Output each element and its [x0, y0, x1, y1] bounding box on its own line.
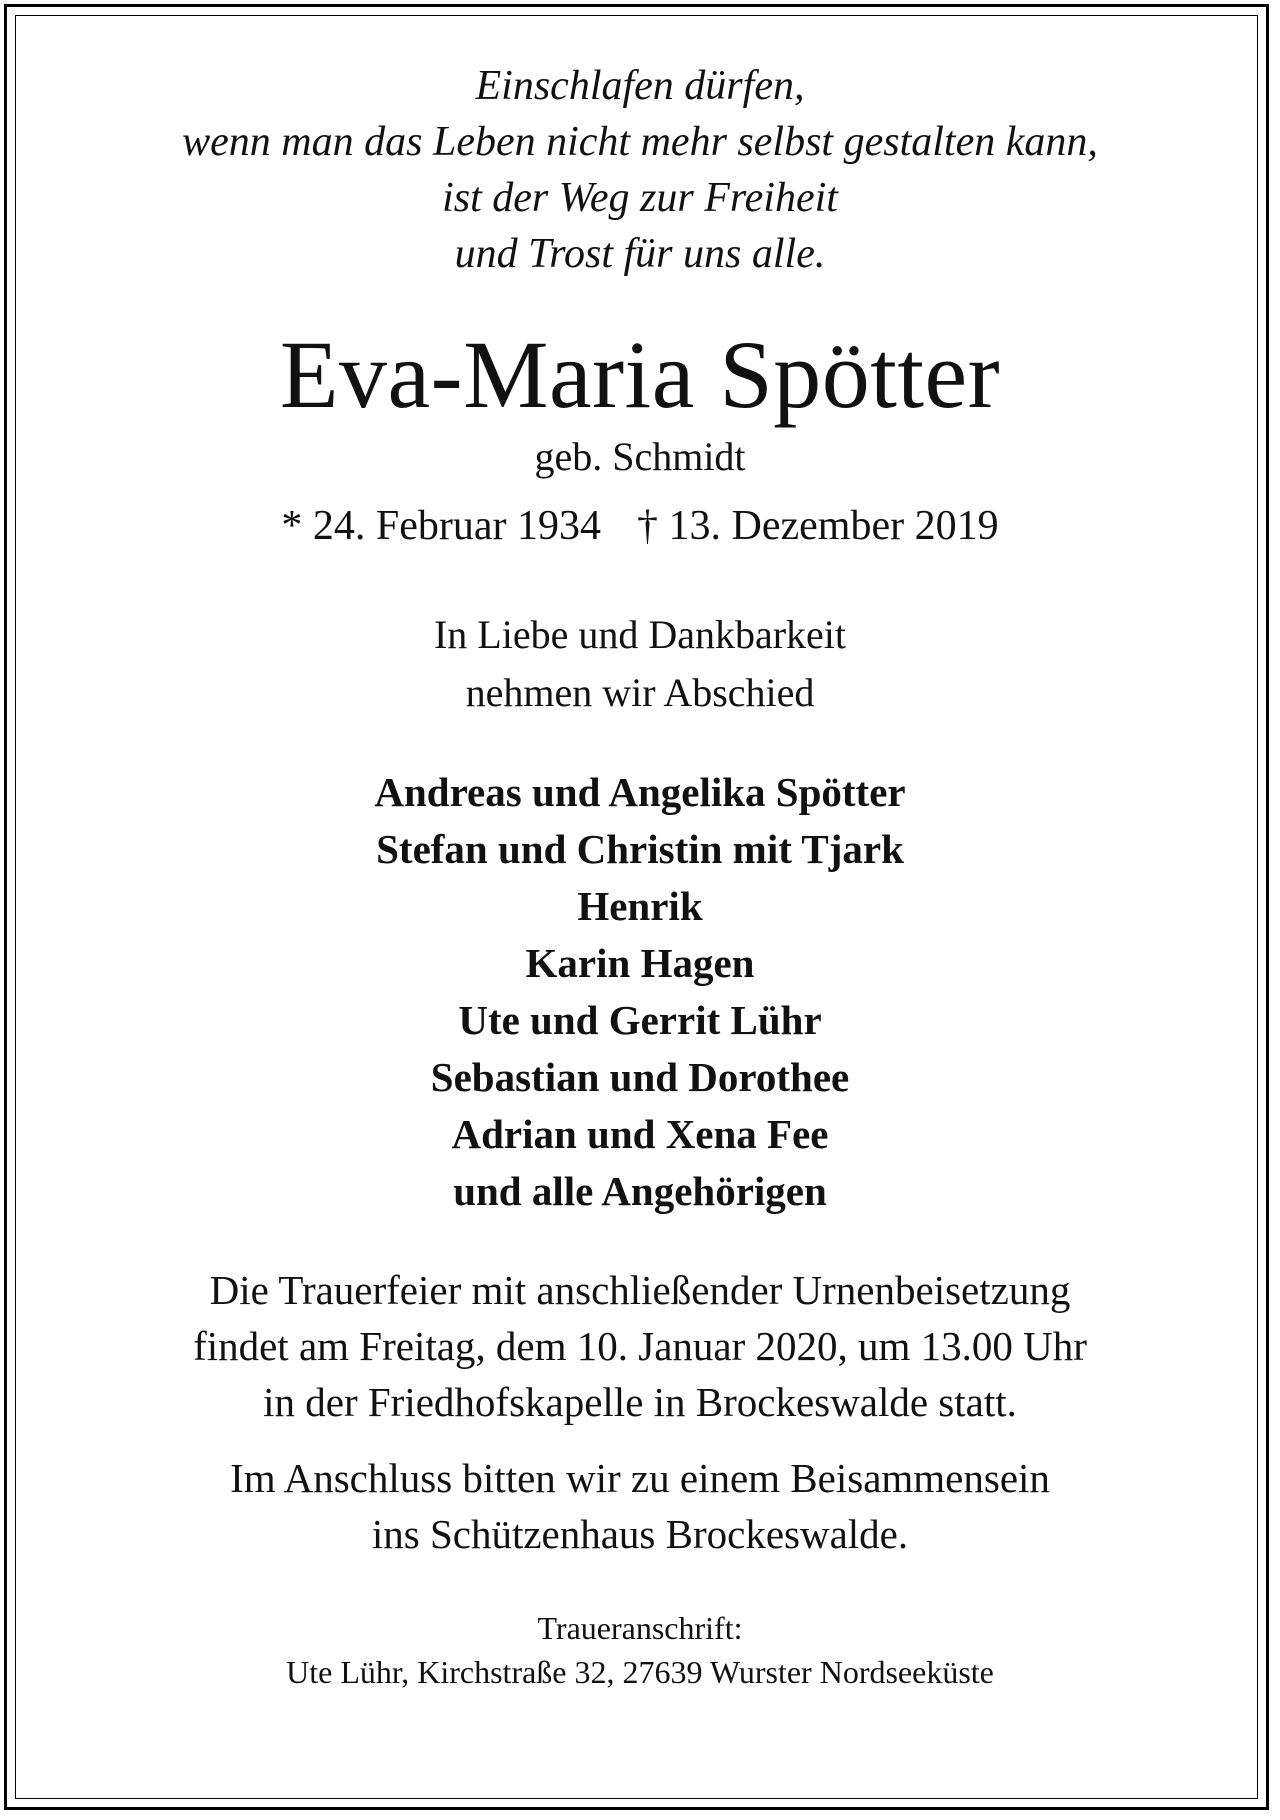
condolence-address: Ute Lühr, Kirchstraße 32, 27639 Wurster Nordseeküste — [286, 1654, 994, 1690]
reception-line: Im Anschluss bitten wir zu einem Beisammensein — [230, 1455, 1050, 1501]
ceremony-info — [0, 1262, 1280, 1430]
motto-line: wenn man das Leben nicht mehr selbst gestalten kann, — [182, 119, 1098, 165]
ceremony-line: in der Friedhofskapelle in Brockeswalde statt. — [263, 1379, 1017, 1425]
farewell-line: nehmen wir Abschied — [465, 670, 815, 715]
birth-name: geb. Schmidt — [534, 434, 746, 479]
death-date: † 13. Dezember 2019 — [637, 503, 999, 549]
condolence-address-label: Traueranschrift: — [537, 1610, 743, 1646]
motto-line: ist der Weg zur Freiheit — [442, 175, 838, 221]
life-dates — [0, 500, 1280, 552]
reception-line: ins Schützenhaus Brockeswalde. — [371, 1511, 909, 1557]
mourners-list — [0, 764, 1280, 1220]
motto-verse — [0, 58, 1280, 282]
ceremony-line: findet am Freitag, dem 10. Januar 2020, um 13.00 Uhr — [193, 1323, 1087, 1369]
motto-line: und Trost für uns alle. — [454, 231, 826, 277]
mourner-item: Ute und Gerrit Lühr — [458, 997, 822, 1043]
mourner-item: Karin Hagen — [525, 940, 755, 986]
farewell-line: In Liebe und Dankbarkeit — [433, 612, 847, 657]
deceased-name: Eva-Maria Spötter — [279, 321, 1001, 428]
mourner-item: Henrik — [577, 883, 703, 929]
birth-date: * 24. Februar 1934 — [281, 503, 602, 549]
mourner-item: Stefan und Christin mit Tjark — [376, 826, 904, 872]
mourner-item: Adrian und Xena Fee — [451, 1111, 829, 1157]
motto-line: Einschlafen dürfen, — [475, 63, 805, 109]
reception-info — [0, 1450, 1280, 1562]
mourner-item: und alle Angehörigen — [453, 1168, 827, 1214]
mourner-item: Sebastian und Dorothee — [430, 1054, 850, 1100]
farewell-text — [0, 606, 1280, 722]
mourner-item: Andreas und Angelika Spötter — [374, 769, 906, 815]
ceremony-line: Die Trauerfeier mit anschließender Urnenbeisetzung — [209, 1267, 1071, 1313]
